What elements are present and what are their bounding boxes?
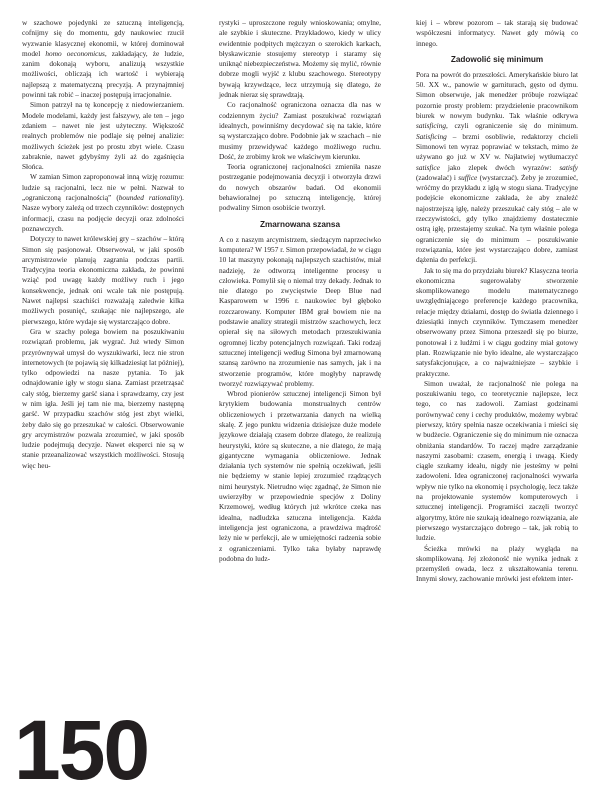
section-heading: Zmarnowana szansa xyxy=(259,219,341,229)
paragraph: Pora na powrót do przeszłości. Amerykańskie biuro lat 50. XX w., panowie w garniturach, gęsto od dymu. Simon obserwuje, jak menedżer próbuje rozwiązać pozornie prosty problem: przydzielenie pracownikom biurek w nowym budynku. Tak właśnie odkrywa satisficing, czyli ograniczenie się do minimum. Satisficing – brzmi osobliwie, redaktorzy chcieli Simonowi ten wyraz poprawiać w tekstach, mimo że używano go już w XV w. Najłatwiej wytłumaczyć satisfice jako zlepek dwóch wyrazów: satisfy (zadowalać) i suffice (wystarczać). Żeby je zrozumieć, wróćmy do przykładu z igłą w stogu siana. Tradycyjne podejście ekonomiczne zakłada, że aby znaleźć najostrzejszą igłę, należy przeszukać cały stóg – ale w rzeczywistości, gdy tylko znajdziemy dostatecznie ostrą igłę, przestajemy szukać. Na tym właśnie polega ograniczenie się do minimum – poszukiwanie rozwiązania, które jest wystarczająco dobre, zamiast dążenia do perfekcji. xyxy=(416,69,579,265)
paragraph: A co z naszym arcymistrzem, siedzącym naprzeciwko komputera? W 1957 r. Simon przepowiadał, że w ciągu 10 lat maszyny pokonają najlepszych szachistów, miał nadzieję, że odtworzą inteligentne procesy u człowieka. Pomylił się o niemal trzy dekady. Jednak to nie dlatego po zwycięstwie Deep Blue nad Kasparowem w 1996 r. naukowiec był głęboko rozczarowany. Komputer IBM grał bowiem nie na podstawie analizy strategii mistrzów szachowych, lecz opierał się na siłowych metodach przeszukiwania ogromnej liczby potencjalnych rozwiązań. Taki rodzaj sztucznej inteligencji według Simona był zmarnowaną szansą zarówno na zrozumienie nas samych, jak i na stworzenie programów, które mogłyby naprawdę tworzyć rozwiązywać problemy. xyxy=(219,234,381,388)
paragraph: Ścieżka mrówki na plaży wygląda na skomplikowaną. Jej złożoność nie wynika jednak z przemyśleń owada, lecz z ukształtowania terenu. Innymi słowy, zachowanie mrówki jest efektem inter- xyxy=(416,543,578,584)
paragraph: rystyki – uproszczone reguły wnioskowania; omylne, ale szybkie i skuteczne. Przykładowo, kiedy w ulicy ewidentnie podpitych mężczyzn o szerokich karkach, błyskawicznie stosujemy stereotyp i staramy się uniknąć niebezpieczeństwa. Możemy się mylić, równie dobrze mogli wyjść z klubu szachowego. Stereotypy bywają krzywdzące, lecz utrzymują się dlatego, że jednak nieraz się sprawdzają. xyxy=(219,18,381,100)
paragraph: Simon patrzył na tę koncepcję z niedowierzaniem. Modele modelami, każdy jest fałszywy, ale ten – jego zdaniem – nawet nie jest użyteczny. Większość realnych problemów nie podlaje się pełnej analizie: możliwych ścieżek jest po prostu zbyt wiele. Czasu zabraknie, nawet gdybyśmy żyli aż do zgaśnięcia Słońca. xyxy=(22,100,184,172)
paragraph: W zamian Simon zaproponował inną wizję rozumu: ludzie są racjonalni, lecz nie w pełni. Nazwał to „ograniczoną racjonalnością” (bounded rationality). Nasze wybory zależą od trzech czynników: dostępnych informacji, czasu na podjęcie decyzji oraz zdolności poznawczych. xyxy=(22,172,184,233)
text-column-2 xyxy=(219,18,381,564)
paragraph: w szachowe pojedynki ze sztuczną inteligencją, cofnijmy się do momentu, gdy naukowiec rzucił wyzwanie klasycznej ekonomii, w której dominował model homo oeconomicus, zakładający, że ludzie, zanim dokonają wyboru, analizują wszystkie możliwości, obliczają ich wartość i wybierają najlepszą z matematyczną precyzją. A przynajmniej powinni tak robić – inaczej postępują irracjonalnie. xyxy=(22,18,184,100)
paragraph: Teoria ograniczonej racjonalności zmieniła nasze postrzeganie podejmowania decyzji i otworzyła drzwi do nowych obszarów badań. Od ekonomii behawioralnej po sztuczną inteligencję, której podwaliny Simon osobiście tworzył. xyxy=(219,162,381,213)
paragraph: Simon uważał, że racjonalność nie polega na poszukiwaniu tego, co teoretycznie najlepsze, lecz tego, co nas zadowoli. Zamiast godzinami porównywać ceny i cechy produktów, możemy wybrać pierwszy, który spełnia nasze oczekiwania i mieści się w budżecie. Ograniczenie się do minimum nie oznacza obniżania standardów. To raczej mądre zarządzanie naszymi zasobami: czasem, energią i uwagą. Kiedy ciągle szukamy ideału, nigdy nie jesteśmy w pełni zadowoleni. Idea ograniczonej racjonalności wywarła wpływ nie tylko na ekonomię i psychologię, lecz także na projektowanie systemów komputerowych i sztucznej inteligencji. Programiści zaczęli tworzyć algorytmy, które nie szukają idealnego rozwiązania, ale pierwszego wystarczająco dobrego – tak, jak robią to ludzie. xyxy=(416,378,579,543)
paragraph: Dotyczy to nawet królewskiej gry – szachów – którą Simon się pasjonował. Obserwował, w jaki sposób arcymistrzowie planują zagrania podczas partii. Tradycyjna teoria ekonomiczna zakłada, że powinni wziąć pod uwagę każdy możliwy ruch i jego konsekwencje, jednak oni wcale tak nie postępują. Nawet najlepsi szachiści rozważają zaledwie kilka możliwych posunięć, szukając nie najlepszego, ale pierwszego, które wydaje się wystarczająco dobre. xyxy=(22,234,184,326)
text-column-3 xyxy=(416,18,578,585)
paragraph: Gra w szachy polega bowiem na poszukiwaniu rozwiązań problemu, jak wygrać. Już wtedy Simon przyrównywał umysł do wyszukiwarki, lecz nie stron internetowych (te pojawią się kilkadziesiąt lat później), tylko odpowiedzi na nasze pytania. To jak odnajdowanie igły w stogu siana. Zamiast przetrząsać cały stóg, bierzemy garść siana i sprawdzamy, czy jest w nim igła. Jeśli jej tam nie ma, bierzemy następną garść. W przypadku szachów stóg jest zbyt wielki, żeby dało się go przeszukać w całości. Obserwowanie gry arcymistrzów pozwala zrozumieć, w jaki sposób ludzie podejmują decyzje. Nawet eksperci nie są w stanie przeanalizować wszystkich możliwości. Stosują więc heu- xyxy=(22,326,184,470)
paragraph: Jak to się ma do przydziału biurek? Klasyczna teoria ekonomiczna sugerowałaby stworzenie skomplikowanego modelu matematycznego uwzględniającego preferencje każdego pracownika, relacje między działami, dostęp do światła dziennego i dziesiątki innych czynników. Tymczasem menedżer obserwowany przez Simona przeszedł się po biurze, ponotował i z ludźmi i w ciągu godziny miał gotowy plan. Rozwiązanie nie było idealne, ale wystarczająco satysfakcjonujące, a co najważniejsze – szybkie i praktyczne. xyxy=(416,265,578,378)
section-heading: Zadowolić się minimum xyxy=(450,54,544,64)
paragraph: Wbrod pionierów sztucznej inteligencji Simon był krytykiem budowania monstrualnych centrów obliczeniowych i przetwarzania danych na wielką skalę. Z jego punktu widzenia dzisiejsze duże modele językowe działają czasem dobrze dlatego, że realizują heurystyki, które są skuteczne, a nie dlatego, że mają gigantyczne wymagania obliczeniowe. Jednak działania tych systemów nie spełnią oczekiwań, jeśli nie będziemy w stanie lepiej zrozumieć rządzących nimi heurystyk. Nietrudno więc zgadnąć, że Simon nie uwierzyłby w przepowiednie specjów z Doliny Krzemowej, według których już wkrótce czeka nas idealna, nadludzka sztuczna inteligencja. Każda inteligencja jest ograniczona, a prawdziwa mądrość leży nie w perfekcji, ale w umiejętności radzenia sobie z ograniczeniami. Tylko taka byłaby naprawdę podobna do ludz- xyxy=(219,389,381,563)
paragraph: kiej i – wbrew pozorom – tak starają się budować współczesni informatycy. Nawet gdy mówią co innego. xyxy=(416,18,578,48)
page-number: 150 xyxy=(14,703,149,797)
text-column-1 xyxy=(22,18,184,471)
paragraph: Co racjonalność ograniczona oznacza dla nas w codziennym życiu? Zamiast poszukiwać rozwiązań idealnych, powinniśmy decydować się na takie, które są wystarczająco dobre. Podobnie jak w szachach – nie musimy przewidywać każdego możliwego ruchu. Dość, że zrobimy krok we właściwym kierunku. xyxy=(219,100,381,161)
